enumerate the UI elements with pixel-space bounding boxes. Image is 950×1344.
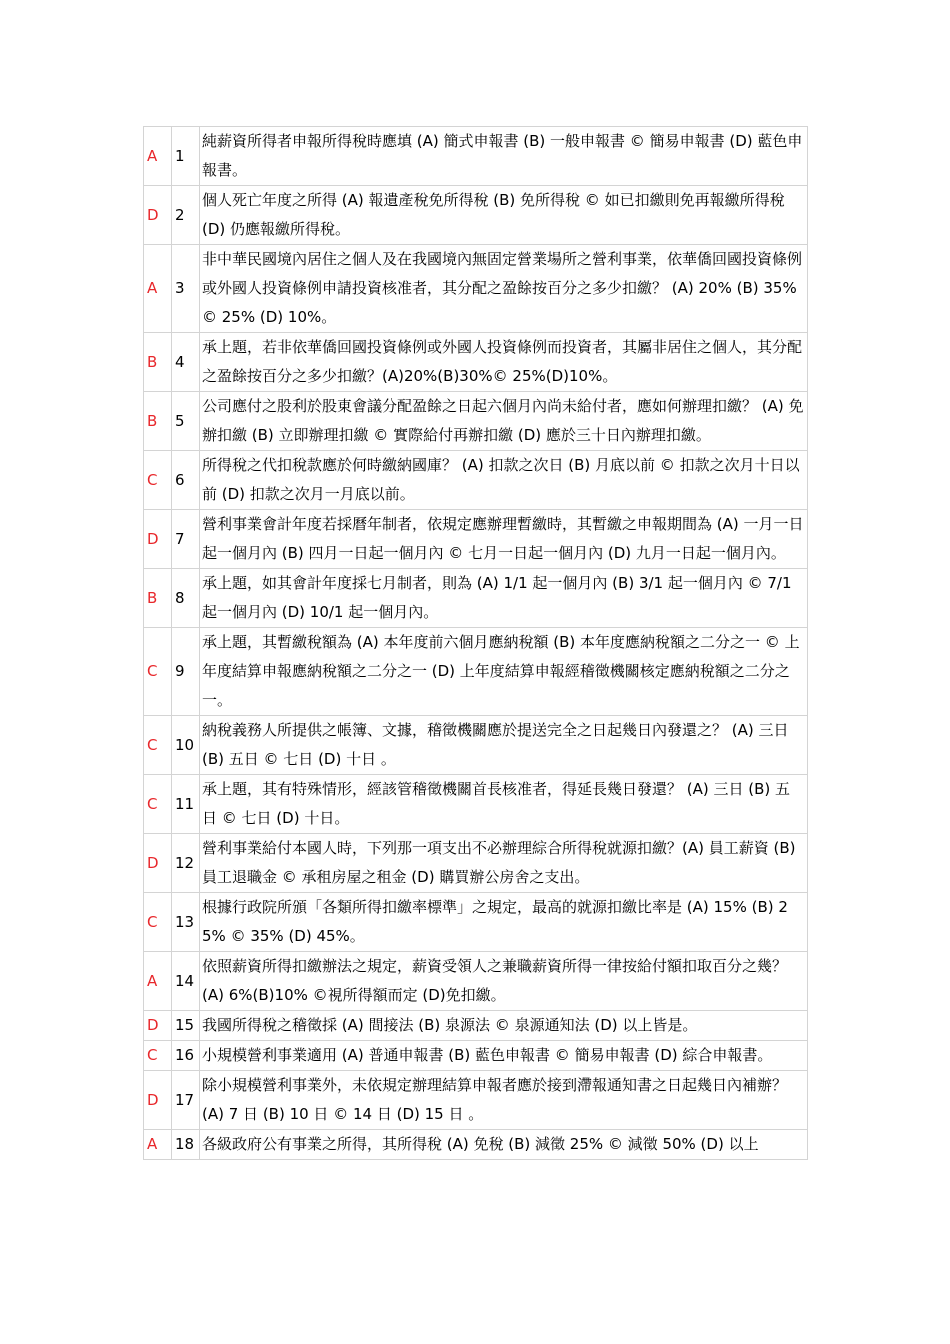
- table-row: [144, 834, 808, 893]
- question-number: 16: [172, 1041, 200, 1071]
- question-table: [143, 126, 808, 1160]
- question-text: 公司應付之股利於股東會議分配盈餘之日起六個月內尚未給付者，應如何辦理扣繳？ (A) 免辦扣繳 (B) 立即辦理扣繳 © 實際給付再辦扣繳 (D) 應於三十日內辦理扣繳。: [200, 392, 808, 451]
- question-number: 15: [172, 1011, 200, 1041]
- question-number: 2: [172, 186, 200, 245]
- question-number: 11: [172, 775, 200, 834]
- answer-cell: D: [144, 510, 172, 569]
- answer-cell: A: [144, 245, 172, 333]
- answer-cell: B: [144, 333, 172, 392]
- question-text: 依照薪資所得扣繳辦法之規定，薪資受領人之兼職薪資所得一律按給付額扣取百分之幾？(A) 6%(B)10% ©視所得額而定 (D)免扣繳。: [200, 952, 808, 1011]
- question-number: 12: [172, 834, 200, 893]
- question-text: 所得稅之代扣稅款應於何時繳納國庫？ (A) 扣款之次日 (B) 月底以前 © 扣款之次月十日以前 (D) 扣款之次月一月底以前。: [200, 451, 808, 510]
- table-row: [144, 186, 808, 245]
- question-text: 承上題，若非依華僑回國投資條例或外國人投資條例而投資者，其屬非居住之個人，其分配之盈餘按百分之多少扣繳？(A)20%(B)30%© 25%(D)10%。: [200, 333, 808, 392]
- table-row: [144, 1071, 808, 1130]
- answer-cell: D: [144, 1011, 172, 1041]
- table-row: [144, 1041, 808, 1071]
- question-text: 非中華民國境內居住之個人及在我國境內無固定營業場所之營利事業，依華僑回國投資條例或外國人投資條例申請投資核准者，其分配之盈餘按百分之多少扣繳？ (A) 20% (B) 35% © 25% (D) 10%。: [200, 245, 808, 333]
- question-text: 納稅義務人所提供之帳簿、文據，稽徵機關應於提送完全之日起幾日內發還之？ (A) 三日 (B) 五日 © 七日 (D) 十日 。: [200, 716, 808, 775]
- question-text: 小規模營利事業適用 (A) 普通申報書 (B) 藍色申報書 © 簡易申報書 (D) 綜合申報書。: [200, 1041, 808, 1071]
- question-number: 7: [172, 510, 200, 569]
- answer-cell: C: [144, 1041, 172, 1071]
- question-text: 營利事業給付本國人時，下列那一項支出不必辦理綜合所得稅就源扣繳？(A) 員工薪資 (B) 員工退職金 © 承租房屋之租金 (D) 購買辦公房舍之支出。: [200, 834, 808, 893]
- answer-cell: C: [144, 451, 172, 510]
- question-text: 純薪資所得者申報所得稅時應填 (A) 簡式申報書 (B) 一般申報書 © 簡易申報書 (D) 藍色申報書。: [200, 127, 808, 186]
- answer-cell: D: [144, 1071, 172, 1130]
- answer-cell: C: [144, 628, 172, 716]
- question-text: 承上題，其有特殊情形，經該管稽徵機關首長核准者，得延長幾日發還？ (A) 三日 (B) 五日 © 七日 (D) 十日。: [200, 775, 808, 834]
- question-text: 承上題，如其會計年度採七月制者，則為 (A) 1/1 起一個月內 (B) 3/1 起一個月內 © 7/1 起一個月內 (D) 10/1 起一個月內。: [200, 569, 808, 628]
- answer-cell: B: [144, 569, 172, 628]
- question-number: 18: [172, 1130, 200, 1160]
- answer-cell: D: [144, 834, 172, 893]
- question-text: 根據行政院所頒「各類所得扣繳率標準」之規定，最高的就源扣繳比率是 (A) 15% (B) 25% © 35% (D) 45%。: [200, 893, 808, 952]
- table-row: [144, 952, 808, 1011]
- answer-cell: A: [144, 1130, 172, 1160]
- table-row: [144, 1011, 808, 1041]
- answer-cell: A: [144, 127, 172, 186]
- question-text: 承上題，其暫繳稅額為 (A) 本年度前六個月應納稅額 (B) 本年度應納稅額之二分之一 © 上年度結算申報應納稅額之二分之一 (D) 上年度結算申報經稽徵機關核定應納稅額之二分之一。: [200, 628, 808, 716]
- table-row: [144, 628, 808, 716]
- table-row: [144, 333, 808, 392]
- question-number: 3: [172, 245, 200, 333]
- question-number: 5: [172, 392, 200, 451]
- answer-cell: C: [144, 775, 172, 834]
- answer-cell: B: [144, 392, 172, 451]
- table-row: [144, 245, 808, 333]
- question-number: 8: [172, 569, 200, 628]
- answer-cell: C: [144, 893, 172, 952]
- answer-cell: A: [144, 952, 172, 1011]
- table-row: [144, 451, 808, 510]
- question-number: 10: [172, 716, 200, 775]
- table-row: [144, 392, 808, 451]
- table-row: [144, 127, 808, 186]
- question-number: 13: [172, 893, 200, 952]
- question-number: 1: [172, 127, 200, 186]
- table-row: [144, 569, 808, 628]
- question-number: 17: [172, 1071, 200, 1130]
- question-text: 營利事業會計年度若採曆年制者，依規定應辦理暫繳時，其暫繳之申報期間為 (A) 一月一日起一個月內 (B) 四月一日起一個月內 © 七月一日起一個月內 (D) 九月一日起一個月內。: [200, 510, 808, 569]
- question-number: 9: [172, 628, 200, 716]
- table-row: [144, 893, 808, 952]
- question-text: 我國所得稅之稽徵採 (A) 間接法 (B) 泉源法 © 泉源通知法 (D) 以上皆是。: [200, 1011, 808, 1041]
- table-row: [144, 1130, 808, 1160]
- table-row: [144, 775, 808, 834]
- question-text: 各級政府公有事業之所得，其所得稅 (A) 免稅 (B) 減徵 25% © 減徵 50% (D) 以上: [200, 1130, 808, 1160]
- answer-cell: C: [144, 716, 172, 775]
- question-number: 14: [172, 952, 200, 1011]
- answer-cell: D: [144, 186, 172, 245]
- question-text: 除小規模營利事業外，未依規定辦理結算申報者應於接到滯報通知書之日起幾日內補辦？(A) 7 日 (B) 10 日 © 14 日 (D) 15 日 。: [200, 1071, 808, 1130]
- question-number: 6: [172, 451, 200, 510]
- question-number: 4: [172, 333, 200, 392]
- question-text: 個人死亡年度之所得 (A) 報遺產稅免所得稅 (B) 免所得稅 © 如已扣繳則免再報繳所得稅 (D) 仍應報繳所得稅。: [200, 186, 808, 245]
- table-row: [144, 716, 808, 775]
- table-row: [144, 510, 808, 569]
